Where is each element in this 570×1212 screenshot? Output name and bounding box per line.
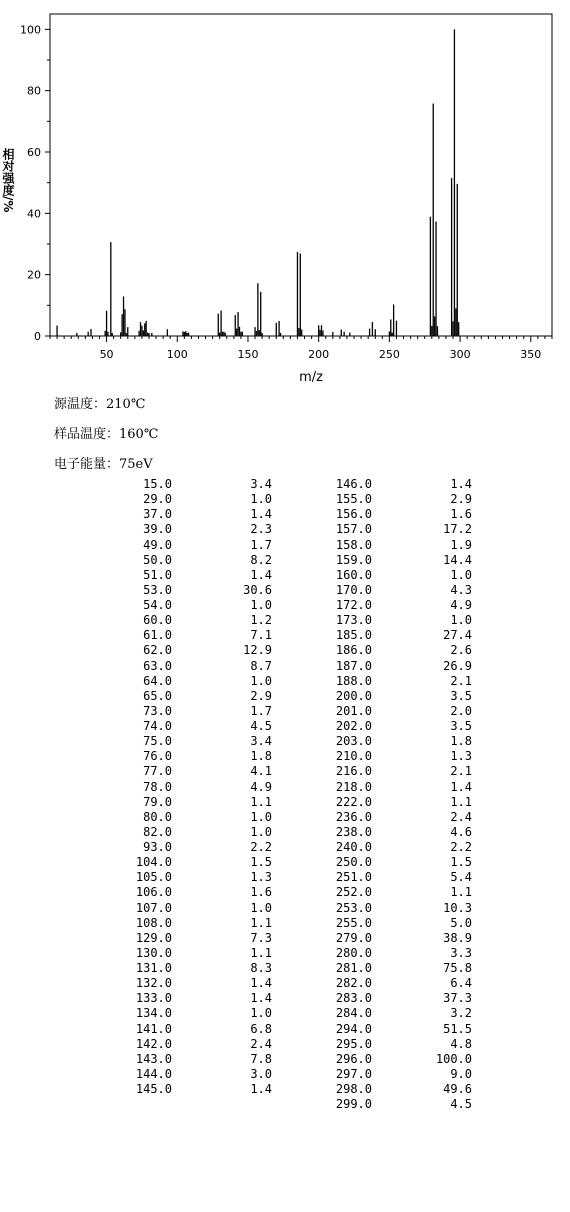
peak-row — [100, 961, 290, 976]
peak-intensity: 1.1 — [450, 885, 472, 900]
peak-mz: 160.0 — [335, 567, 372, 582]
peak-mz: 240.0 — [335, 840, 372, 854]
peak-row — [100, 538, 290, 553]
peak-row — [100, 825, 290, 840]
peak-mz: 62.0 — [143, 643, 172, 658]
peak-row — [100, 628, 290, 643]
peak-intensity: 1.0 — [250, 900, 272, 915]
peak-mz: 210.0 — [335, 749, 372, 764]
peak-mz: 146.0 — [335, 477, 372, 491]
peak-mz: 155.0 — [335, 492, 372, 507]
peak-row — [100, 689, 290, 704]
y-tick-label: 80 — [27, 84, 41, 98]
peak-intensity: 1.8 — [450, 734, 472, 749]
peak-intensity: 2.3 — [250, 522, 272, 537]
peak-intensity: 1.4 — [250, 1082, 272, 1096]
peak-mz: 216.0 — [335, 764, 372, 779]
peak-intensity: 1.0 — [250, 492, 272, 507]
peak-intensity: 5.4 — [450, 870, 472, 885]
peak-row — [100, 991, 290, 1006]
peak-row — [100, 492, 290, 507]
peak-mz: 294.0 — [335, 1021, 372, 1036]
peak-mz: 158.0 — [335, 537, 372, 552]
peak-row — [300, 795, 490, 810]
electron-energy-label: 电子能量： — [54, 457, 120, 472]
electron-energy-value: 75eV — [119, 457, 153, 472]
peak-row — [100, 795, 290, 810]
peak-row — [100, 1037, 290, 1052]
peak-row — [300, 916, 490, 931]
peak-row — [100, 901, 290, 916]
peak-intensity: 2.4 — [450, 809, 472, 824]
y-tick-label: 20 — [27, 268, 41, 282]
peak-intensity: 17.2 — [443, 522, 472, 537]
peak-row — [100, 1022, 290, 1037]
peak-mz: 131.0 — [135, 961, 172, 975]
peak-intensity: 3.2 — [450, 1006, 472, 1021]
peak-row — [100, 1006, 290, 1021]
peak-row — [300, 553, 490, 568]
peak-row — [100, 946, 290, 961]
peak-row — [300, 477, 490, 492]
peak-mz: 251.0 — [335, 870, 372, 885]
y-axis-label: 相对强度/% — [1, 148, 15, 213]
peak-row — [300, 946, 490, 961]
peak-intensity: 1.4 — [250, 567, 272, 582]
peak-mz: 298.0 — [335, 1082, 372, 1096]
peak-mz: 156.0 — [335, 507, 372, 522]
peak-intensity: 1.8 — [250, 749, 272, 764]
peak-intensity: 4.3 — [450, 582, 472, 597]
y-tick-label: 0 — [34, 330, 41, 343]
peak-row — [300, 1097, 490, 1112]
peak-row — [100, 1052, 290, 1067]
peak-row — [300, 674, 490, 689]
peak-row — [100, 976, 290, 991]
peak-mz: 188.0 — [335, 673, 372, 688]
peak-row — [100, 870, 290, 885]
peak-mz: 299.0 — [335, 1097, 372, 1112]
peak-intensity: 37.3 — [443, 991, 472, 1006]
peak-intensity: 1.4 — [250, 976, 272, 991]
peak-intensity: 8.3 — [250, 961, 272, 975]
peak-intensity: 51.5 — [443, 1021, 472, 1036]
peak-mz: 295.0 — [335, 1036, 372, 1051]
sample-temperature — [54, 427, 158, 443]
peak-mz: 51.0 — [143, 567, 172, 582]
peak-table-column-2 — [300, 477, 490, 1112]
peak-row — [100, 780, 290, 795]
peak-row — [100, 522, 290, 537]
peak-intensity: 14.4 — [443, 552, 472, 567]
peak-mz: 173.0 — [335, 613, 372, 628]
peak-intensity: 1.7 — [250, 703, 272, 718]
peak-row — [300, 734, 490, 749]
peak-mz: 283.0 — [335, 991, 372, 1006]
sample-temperature-value: 160℃ — [119, 427, 159, 442]
peak-intensity: 6.8 — [250, 1021, 272, 1036]
peak-row — [300, 976, 490, 991]
peak-mz: 77.0 — [143, 764, 172, 779]
peak-row — [300, 704, 490, 719]
peak-intensity: 1.0 — [250, 673, 272, 688]
peak-row — [100, 507, 290, 522]
peak-intensity: 100.0 — [435, 1051, 472, 1066]
peak-intensity: 2.4 — [250, 1036, 272, 1051]
peak-row — [300, 1022, 490, 1037]
y-tick-label: 100 — [20, 23, 41, 37]
peak-mz: 202.0 — [335, 719, 372, 733]
peak-intensity: 1.3 — [450, 749, 472, 764]
y-tick-label: 40 — [27, 207, 41, 221]
peak-mz: 106.0 — [135, 885, 172, 900]
peak-intensity: 1.4 — [250, 991, 272, 1006]
peak-mz: 39.0 — [143, 522, 172, 537]
peak-mz: 186.0 — [335, 643, 372, 658]
peak-row — [300, 507, 490, 522]
peak-row — [300, 840, 490, 855]
peak-row — [300, 689, 490, 704]
peak-mz: 222.0 — [335, 794, 372, 809]
peak-intensity: 1.6 — [450, 507, 472, 522]
peak-intensity: 1.5 — [250, 855, 272, 870]
peak-row — [300, 870, 490, 885]
peak-row — [300, 810, 490, 825]
peak-row — [300, 855, 490, 870]
peak-mz: 104.0 — [135, 855, 172, 870]
peak-mz: 65.0 — [143, 688, 172, 703]
peak-mz: 133.0 — [135, 991, 172, 1006]
peak-row — [300, 780, 490, 795]
peak-intensity: 1.0 — [250, 598, 272, 612]
peak-row — [300, 749, 490, 764]
peak-intensity: 2.1 — [450, 673, 472, 688]
peak-intensity: 2.2 — [250, 840, 272, 854]
peak-intensity: 4.8 — [450, 1036, 472, 1051]
peak-mz: 297.0 — [335, 1066, 372, 1081]
x-axis-label: m/z — [299, 370, 323, 385]
peak-row — [100, 583, 290, 598]
peak-intensity: 1.2 — [250, 613, 272, 628]
peak-row — [300, 1052, 490, 1067]
peak-row — [100, 855, 290, 870]
peak-mz: 142.0 — [135, 1036, 172, 1051]
peak-intensity: 1.6 — [250, 885, 272, 900]
peak-row — [300, 1037, 490, 1052]
peak-mz: 105.0 — [135, 870, 172, 885]
peak-intensity: 1.0 — [450, 567, 472, 582]
peak-row — [300, 522, 490, 537]
peak-row — [100, 764, 290, 779]
peak-row — [300, 1006, 490, 1021]
peak-mz: 61.0 — [143, 628, 172, 643]
peak-intensity: 9.0 — [450, 1066, 472, 1081]
peak-mz: 93.0 — [143, 840, 172, 854]
peak-mz: 253.0 — [335, 900, 372, 915]
peak-row — [100, 674, 290, 689]
peak-intensity: 1.4 — [450, 779, 472, 794]
x-tick-label: 300 — [449, 348, 471, 361]
peak-mz: 37.0 — [143, 507, 172, 522]
plot-border — [50, 14, 552, 336]
peak-intensity: 1.0 — [250, 824, 272, 839]
peak-mz: 132.0 — [135, 976, 172, 991]
peak-intensity: 4.9 — [250, 779, 272, 794]
peak-mz: 80.0 — [143, 809, 172, 824]
peak-mz: 145.0 — [135, 1082, 172, 1096]
peak-row — [100, 734, 290, 749]
peak-mz: 74.0 — [143, 719, 172, 733]
peak-mz: 129.0 — [135, 930, 172, 945]
peak-mz: 107.0 — [135, 900, 172, 915]
peak-row — [300, 1082, 490, 1097]
peak-intensity: 1.9 — [450, 537, 472, 552]
peak-intensity: 3.4 — [250, 734, 272, 749]
peak-mz: 15.0 — [143, 477, 172, 491]
source-temperature-label: 源温度： — [54, 397, 107, 412]
peak-intensity: 3.5 — [450, 719, 472, 733]
peak-mz: 170.0 — [335, 582, 372, 597]
peak-intensity: 4.5 — [450, 1097, 472, 1112]
peak-intensity: 3.3 — [450, 945, 472, 960]
peak-intensity: 8.2 — [250, 552, 272, 567]
peak-intensity: 8.7 — [250, 658, 272, 673]
peak-mz: 73.0 — [143, 703, 172, 718]
peak-intensity: 75.8 — [443, 961, 472, 975]
peak-row — [100, 613, 290, 628]
peak-mz: 203.0 — [335, 734, 372, 749]
peak-mz: 50.0 — [143, 552, 172, 567]
peak-mz: 159.0 — [335, 552, 372, 567]
peak-intensity: 1.7 — [250, 537, 272, 552]
peak-row — [300, 901, 490, 916]
peak-mz: 79.0 — [143, 794, 172, 809]
peak-mz: 280.0 — [335, 945, 372, 960]
peak-intensity: 3.4 — [250, 477, 272, 491]
peak-mz: 78.0 — [143, 779, 172, 794]
peak-mz: 29.0 — [143, 492, 172, 507]
peak-intensity: 5.0 — [450, 915, 472, 930]
peak-intensity: 1.1 — [250, 915, 272, 930]
peak-row — [300, 885, 490, 900]
peak-mz: 255.0 — [335, 915, 372, 930]
peak-intensity: 10.3 — [443, 900, 472, 915]
peak-intensity: 1.1 — [450, 794, 472, 809]
peak-intensity: 2.9 — [250, 688, 272, 703]
peak-row — [100, 810, 290, 825]
peak-intensity: 7.3 — [250, 930, 272, 945]
peak-row — [100, 477, 290, 492]
peak-mz: 141.0 — [135, 1021, 172, 1036]
peak-mz: 200.0 — [335, 688, 372, 703]
peak-row — [100, 568, 290, 583]
peak-intensity: 38.9 — [443, 930, 472, 945]
x-tick-label: 50 — [99, 348, 114, 361]
peak-intensity: 3.5 — [450, 688, 472, 703]
peak-row — [100, 553, 290, 568]
peak-intensity: 30.6 — [243, 582, 272, 597]
peak-mz: 252.0 — [335, 885, 372, 900]
peak-intensity: 1.4 — [250, 507, 272, 522]
mass-spectrum-chart — [0, 0, 570, 385]
plot-frame — [50, 14, 552, 336]
peak-mz: 82.0 — [143, 824, 172, 839]
peak-mz: 218.0 — [335, 779, 372, 794]
peak-mz: 144.0 — [135, 1066, 172, 1081]
peak-intensity: 6.4 — [450, 976, 472, 991]
peak-mz: 279.0 — [335, 930, 372, 945]
peak-intensity: 1.3 — [250, 870, 272, 885]
peak-row — [300, 1067, 490, 1082]
peak-intensity: 2.9 — [450, 492, 472, 507]
peak-mz: 49.0 — [143, 537, 172, 552]
peak-row — [300, 961, 490, 976]
peak-row — [300, 931, 490, 946]
peak-intensity: 1.4 — [450, 477, 472, 491]
peak-intensity: 1.0 — [250, 1006, 272, 1021]
peak-mz: 60.0 — [143, 613, 172, 628]
peak-row — [100, 643, 290, 658]
peak-intensity: 4.1 — [250, 764, 272, 779]
peak-intensity: 26.9 — [443, 658, 472, 673]
peak-table-column-1 — [100, 477, 290, 1097]
peak-mz: 201.0 — [335, 703, 372, 718]
peak-mz: 108.0 — [135, 915, 172, 930]
peak-mz: 250.0 — [335, 855, 372, 870]
peak-intensity: 1.1 — [250, 945, 272, 960]
peak-intensity: 2.2 — [450, 840, 472, 854]
peak-intensity: 2.6 — [450, 643, 472, 658]
y-axis — [20, 23, 50, 343]
peak-mz: 281.0 — [335, 961, 372, 975]
peak-mz: 75.0 — [143, 734, 172, 749]
peak-mz: 157.0 — [335, 522, 372, 537]
peak-row — [300, 492, 490, 507]
source-temperature-value: 210℃ — [106, 397, 146, 412]
peak-intensity: 4.5 — [250, 719, 272, 733]
peak-intensity: 3.0 — [250, 1066, 272, 1081]
peak-row — [300, 825, 490, 840]
peak-intensity: 1.5 — [450, 855, 472, 870]
x-tick-label: 150 — [237, 348, 259, 361]
peak-mz: 187.0 — [335, 658, 372, 673]
electron-energy — [54, 457, 153, 473]
peak-mz: 76.0 — [143, 749, 172, 764]
peak-row — [100, 931, 290, 946]
x-tick-label: 350 — [520, 348, 542, 361]
x-tick-label: 200 — [308, 348, 330, 361]
peak-row — [300, 719, 490, 734]
peak-intensity: 1.0 — [250, 809, 272, 824]
peak-intensity: 7.1 — [250, 628, 272, 643]
peak-intensity: 27.4 — [443, 628, 472, 643]
peak-row — [300, 613, 490, 628]
peak-intensity: 1.1 — [250, 794, 272, 809]
peak-row — [300, 659, 490, 674]
peak-row — [300, 538, 490, 553]
peak-row — [100, 659, 290, 674]
peak-intensity: 2.1 — [450, 764, 472, 779]
peak-row — [100, 916, 290, 931]
peak-mz: 185.0 — [335, 628, 372, 643]
peak-row — [300, 568, 490, 583]
peak-row — [300, 643, 490, 658]
sample-temperature-label: 样品温度： — [54, 427, 120, 442]
peak-mz: 284.0 — [335, 1006, 372, 1021]
peak-intensity: 4.9 — [450, 598, 472, 612]
x-tick-label: 100 — [166, 348, 188, 361]
y-tick-label: 60 — [27, 146, 41, 159]
x-tick-label: 250 — [378, 348, 400, 361]
peak-mz: 134.0 — [135, 1006, 172, 1021]
peak-mz: 282.0 — [335, 976, 372, 991]
peak-mz: 296.0 — [335, 1051, 372, 1066]
peak-intensity: 12.9 — [243, 643, 272, 658]
peak-mz: 63.0 — [143, 658, 172, 673]
peak-row — [300, 598, 490, 613]
peak-mz: 172.0 — [335, 598, 372, 612]
peak-row — [100, 598, 290, 613]
peak-intensity: 2.0 — [450, 703, 472, 718]
peak-row — [100, 1082, 290, 1097]
x-axis — [50, 336, 552, 361]
peak-mz: 53.0 — [143, 582, 172, 597]
peak-mz: 238.0 — [335, 824, 372, 839]
peak-row — [100, 840, 290, 855]
peak-mz: 130.0 — [135, 945, 172, 960]
peak-intensity: 49.6 — [443, 1082, 472, 1096]
peak-mz: 236.0 — [335, 809, 372, 824]
peak-row — [100, 749, 290, 764]
peak-intensity: 7.8 — [250, 1051, 272, 1066]
peak-row — [100, 704, 290, 719]
peak-row — [300, 764, 490, 779]
peak-mz: 143.0 — [135, 1051, 172, 1066]
peak-intensity: 4.6 — [450, 824, 472, 839]
spectrum-peaks — [57, 29, 459, 336]
source-temperature — [54, 397, 145, 413]
peak-mz: 64.0 — [143, 673, 172, 688]
peak-intensity: 1.0 — [450, 613, 472, 628]
peak-row — [100, 885, 290, 900]
peak-row — [300, 991, 490, 1006]
peak-row — [300, 583, 490, 598]
peak-row — [100, 1067, 290, 1082]
peak-row — [300, 628, 490, 643]
peak-mz: 54.0 — [143, 598, 172, 612]
peak-row — [100, 719, 290, 734]
